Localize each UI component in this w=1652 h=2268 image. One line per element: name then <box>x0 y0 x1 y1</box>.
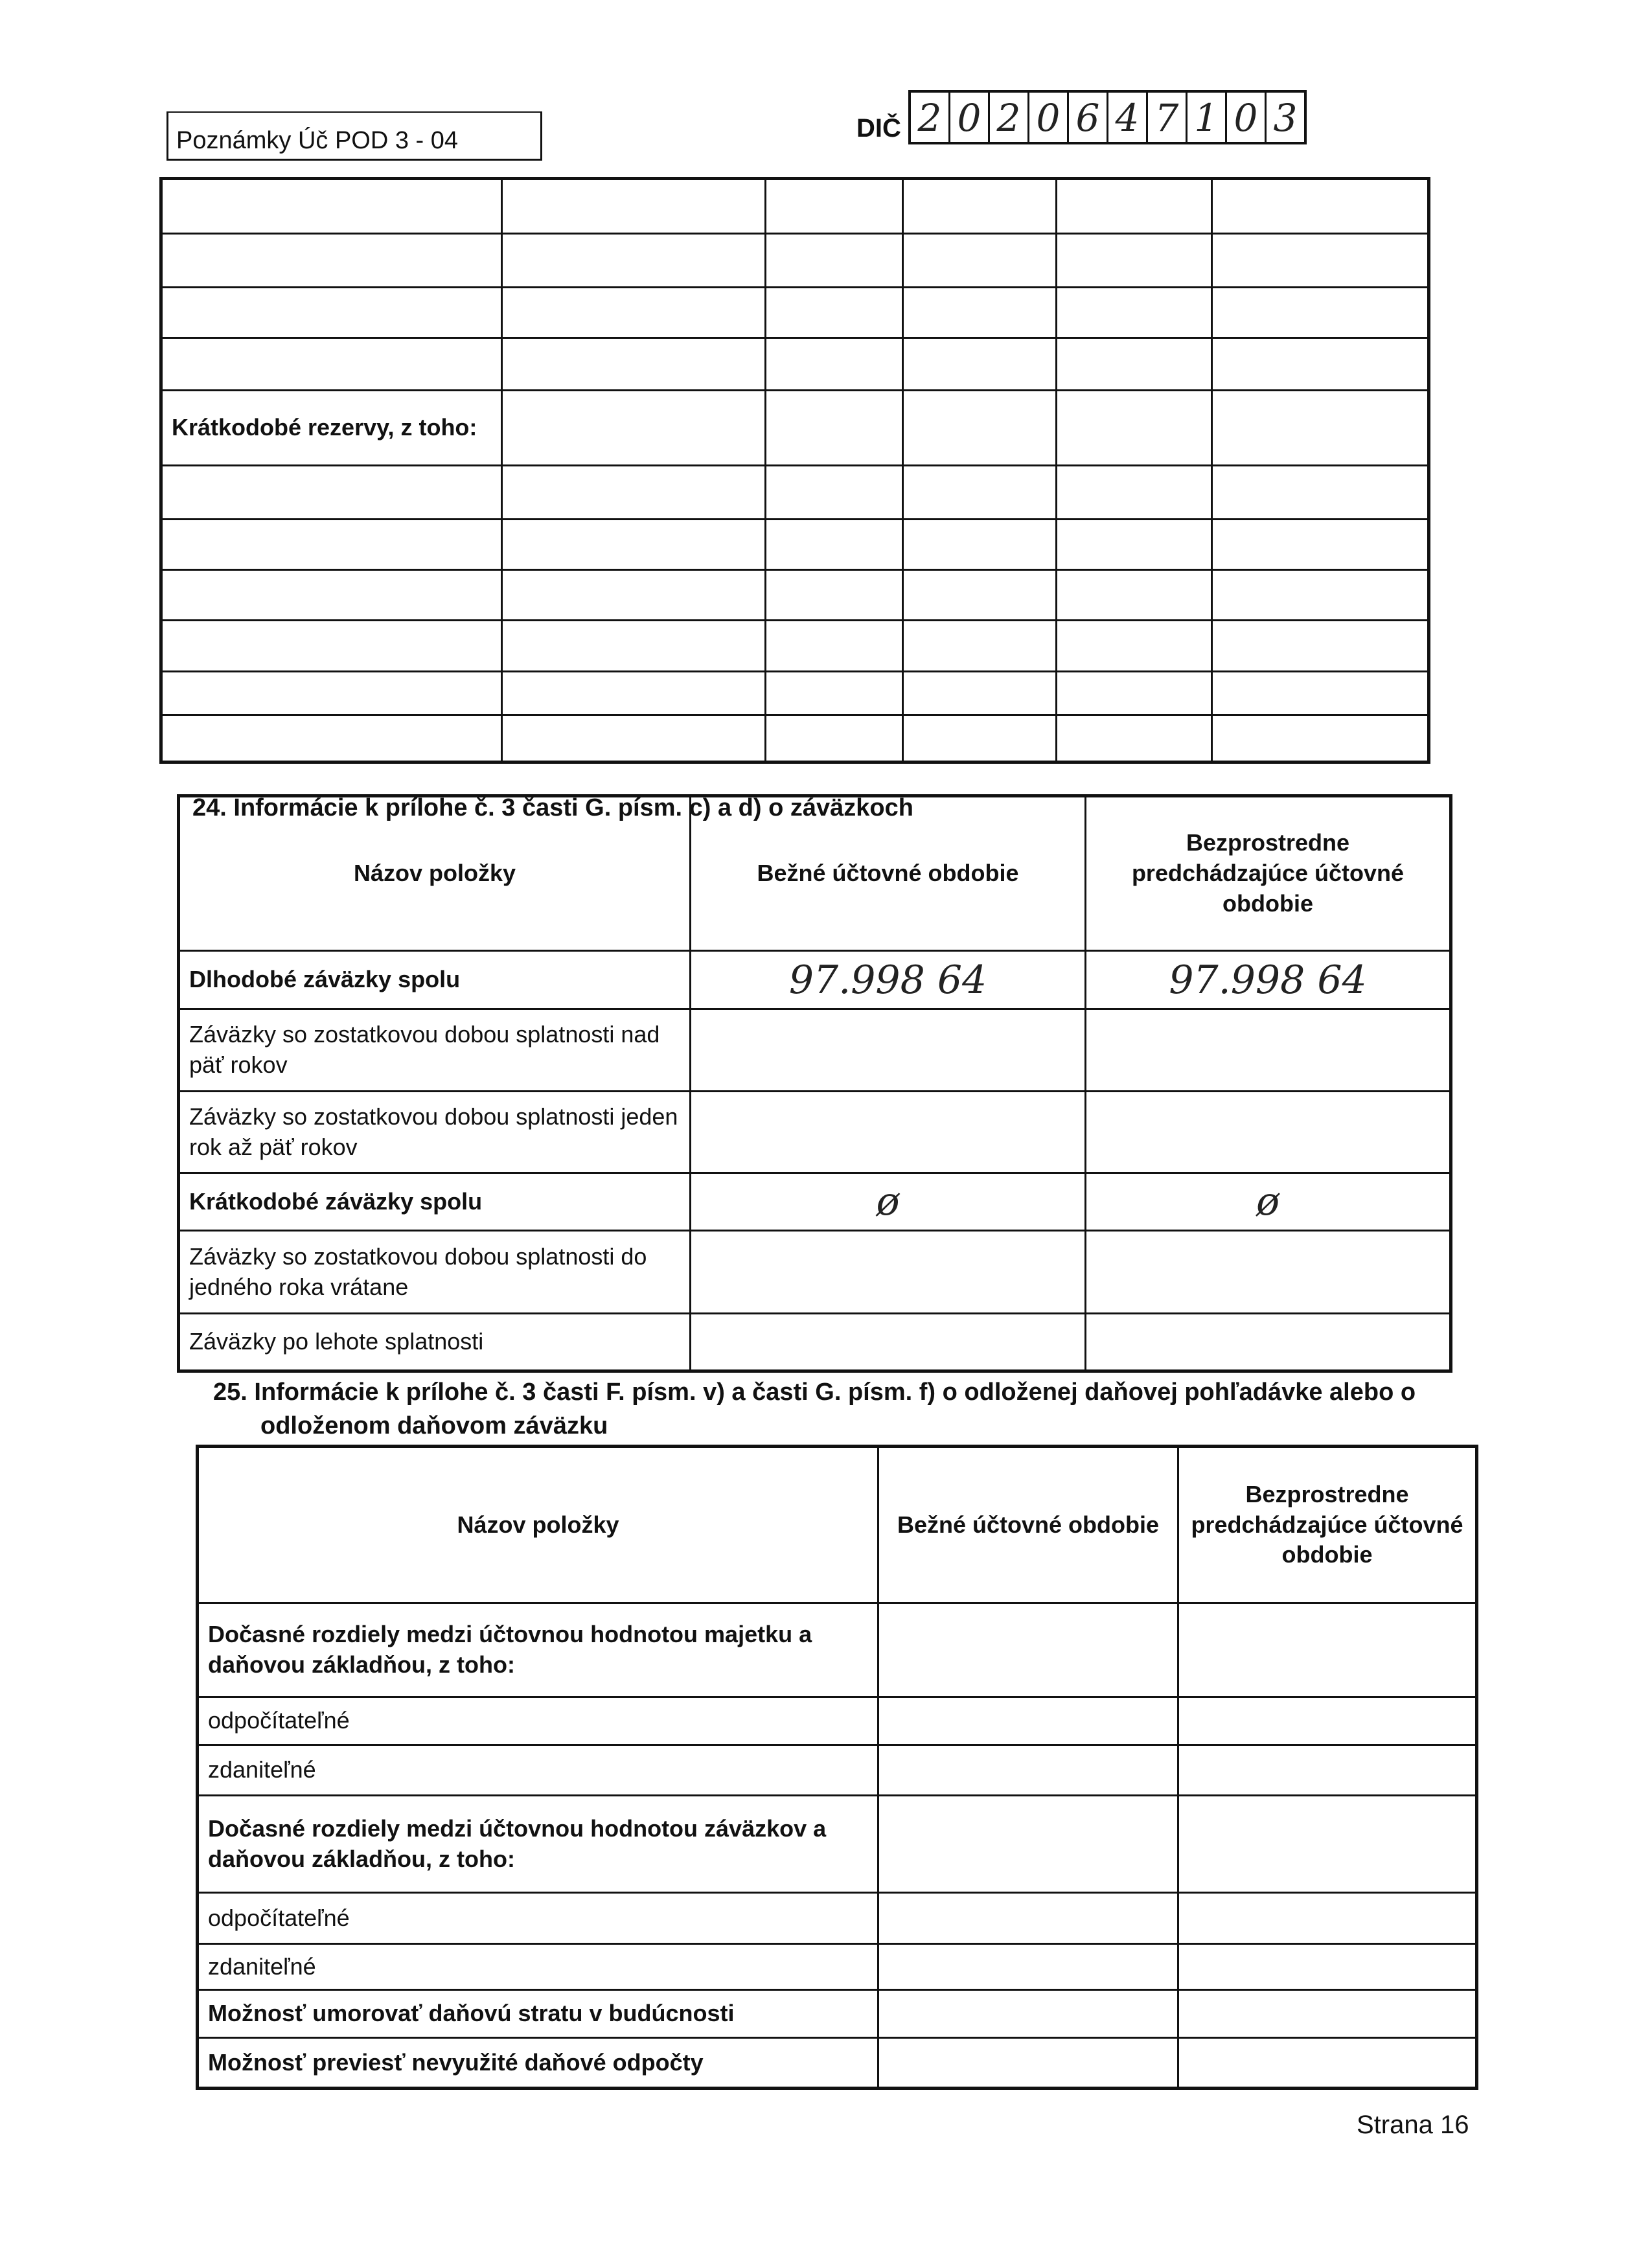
reserves-label: Krátkodobé rezervy, z toho: <box>161 391 502 466</box>
row-label: Záväzky so zostatkovou dobou splatnosti nad päť rokov <box>179 1009 691 1092</box>
form-label: Poznámky Úč POD 3 - 04 <box>166 111 542 161</box>
row-label: zdaniteľné <box>198 1944 878 1990</box>
liabilities-table <box>177 794 1452 1373</box>
dic-field <box>908 90 1307 144</box>
current-value: ø <box>691 1173 1086 1231</box>
col-header-previous: Bezprostredne predchádzajúce účtovné obdobie <box>1178 1447 1477 1603</box>
section-25-title-cont: odloženom daňovom záväzku <box>260 1412 608 1439</box>
dic-digit: 4 <box>1108 93 1148 142</box>
row-label: Dlhodobé záväzky spolu <box>179 951 691 1009</box>
current-value <box>691 1009 1086 1092</box>
table-row <box>161 672 1429 715</box>
dic-digit: 2 <box>990 93 1029 142</box>
row-label: Záväzky so zostatkovou dobou splatnosti do jedného roka vrátane <box>179 1231 691 1314</box>
table-row <box>198 1697 1477 1745</box>
table-row <box>161 520 1429 570</box>
table-row <box>198 1603 1477 1697</box>
row-label: Možnosť umorovať daňovú stratu v budúcnosti <box>198 1990 878 2038</box>
current-value <box>691 1314 1086 1371</box>
section-24-title: 24. Informácie k prílohe č. 3 časti G. písm. c) a d) o záväzkoch <box>192 794 913 821</box>
table-row <box>198 1944 1477 1990</box>
dic-digit: 3 <box>1273 96 1298 140</box>
table-row <box>198 1893 1477 1944</box>
row-label: Dočasné rozdiely medzi účtovnou hodnotou majetku a daňovou základňou, z toho: <box>198 1603 878 1697</box>
table-header-row <box>198 1447 1477 1603</box>
section-25-title: 25. Informácie k prílohe č. 3 časti F. písm. v) a časti G. písm. f) o odloženej daňovej pohľadávke alebo o <box>213 1379 1416 1406</box>
row-label: odpočítateľné <box>198 1893 878 1944</box>
dic-digit: 6 <box>1069 93 1108 142</box>
table-row <box>198 2038 1477 2089</box>
dic-digit: 0 <box>1227 93 1267 142</box>
table-row <box>161 234 1429 288</box>
table-row <box>179 951 1451 1009</box>
previous-value: ø <box>1086 1173 1451 1231</box>
table-row <box>179 1173 1451 1231</box>
dic-digit: 2 <box>911 93 950 142</box>
current-value: 97.998 64 <box>691 951 1086 1009</box>
row-label: zdaniteľné <box>198 1745 878 1796</box>
row-label: Možnosť previesť nevyužité daňové odpočty <box>198 2038 878 2089</box>
table-row <box>161 288 1429 338</box>
table-row <box>179 1231 1451 1314</box>
col-header-name: Názov položky <box>198 1447 878 1603</box>
reserves-table <box>159 177 1430 764</box>
col-header-current: Bežné účtovné obdobie <box>878 1447 1178 1603</box>
table-header-row <box>179 796 1451 951</box>
row-label: Dočasné rozdiely medzi účtovnou hodnotou záväzkov a daňovou základňou, z toho: <box>198 1796 878 1893</box>
table-row <box>179 1009 1451 1092</box>
table-row <box>179 1092 1451 1173</box>
current-value <box>691 1092 1086 1173</box>
table-row <box>198 1796 1477 1893</box>
table-row <box>198 1745 1477 1796</box>
table-row <box>161 570 1429 621</box>
current-value <box>691 1231 1086 1314</box>
dic-digit: 1 <box>1187 93 1227 142</box>
row-label: Krátkodobé záväzky spolu <box>179 1173 691 1231</box>
col-header-current: Bežné účtovné obdobie <box>691 796 1086 951</box>
row-label: Záväzky po lehote splatnosti <box>179 1314 691 1371</box>
table-row <box>161 715 1429 762</box>
dic-digit: 7 <box>1148 93 1187 142</box>
dic-label: DIČ <box>856 114 901 143</box>
previous-value: 97.998 64 <box>1086 951 1451 1009</box>
table-row <box>161 391 1429 466</box>
table-row <box>179 1314 1451 1371</box>
table-row <box>161 179 1429 234</box>
previous-value <box>1086 1231 1451 1314</box>
previous-value <box>1086 1314 1451 1371</box>
col-header-previous: Bezprostredne predchádzajúce účtovné obdobie <box>1086 796 1451 951</box>
dic-digit: 0 <box>950 93 990 142</box>
table-row <box>161 621 1429 672</box>
table-row <box>198 1990 1477 2038</box>
dic-digit: 0 <box>1029 93 1069 142</box>
row-label: odpočítateľné <box>198 1697 878 1745</box>
previous-value <box>1086 1092 1451 1173</box>
previous-value <box>1086 1009 1451 1092</box>
col-header-name: Názov položky <box>179 796 691 951</box>
page-number: Strana 16 <box>1357 2111 1469 2139</box>
deferred-tax-table <box>196 1445 1478 2090</box>
table-row <box>161 466 1429 520</box>
table-row <box>161 338 1429 391</box>
row-label: Záväzky so zostatkovou dobou splatnosti jeden rok až päť rokov <box>179 1092 691 1173</box>
